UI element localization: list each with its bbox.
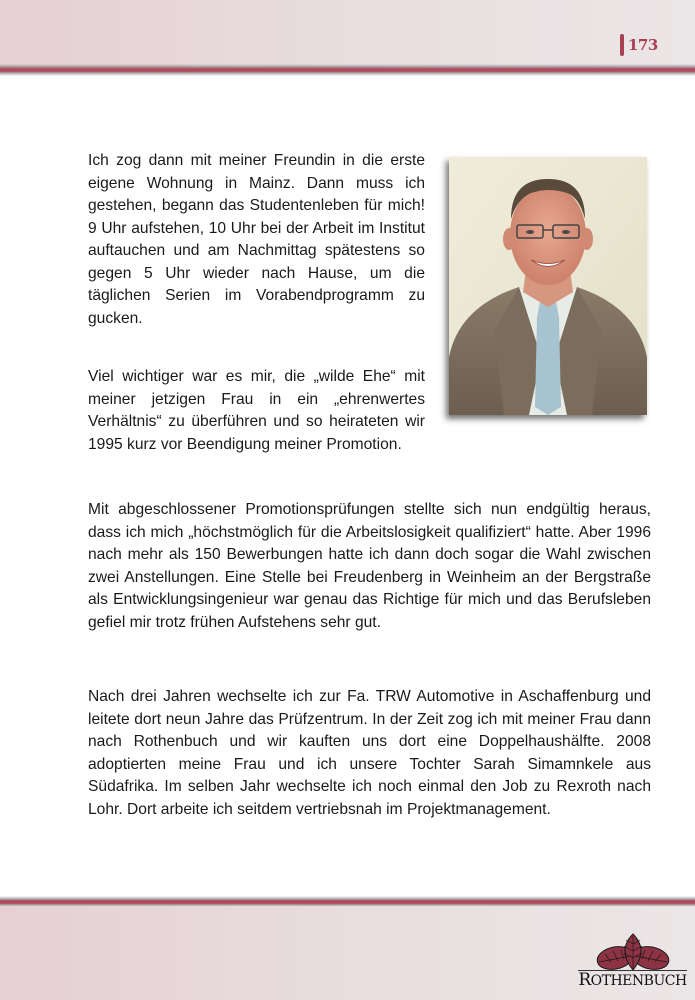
logo-text: ROTHENBUCH xyxy=(578,970,687,990)
paragraph-2: Viel wichtiger war es mir, die „wilde Ehe“ mit meiner jetzigen Frau in ein „ehrenwertes Verhältnis“ zu überführen und so heirateten wir 1995 kurz vor Beendigung meiner Promotion. xyxy=(88,368,425,453)
page-number-marker xyxy=(620,34,624,56)
page-number xyxy=(620,34,658,56)
paragraph-3: Mit abgeschlossener Promotionsprüfungen stellte sich nun endgültig heraus, dass ich mich „höchstmöglich für die Arbeitslosigkeit qualifiziert“ hatte. Aber 1996 nach mehr als 150 Bewerbungen hatte ich dann doch sogar die Wahl zwischen zwei Anstellungen. Eine Stelle bei Freudenberg in Weinheim an der Bergstraße als Entwicklungsingenieur war genau das Richtige für mich und das Berufsleben gefiel mir trotz frühen Aufstehens sehr gut. xyxy=(88,501,651,631)
header-rule xyxy=(0,64,695,76)
page-number-text: 173 xyxy=(628,36,658,54)
paragraph-4: Nach drei Jahren wechselte ich zur Fa. TRW Automotive in Aschaffenburg und leitete dort neun Jahre das Prüfzentrum. In der Zeit zog ich mit meiner Frau dann nach Rothenbuch und wir kauften uns dort eine Doppelhaushälfte. 2008 adoptierten meine Frau und ich unsere Tochter Sarah Simamnkele aus Südafrika. Im selben Jahr wechselte ich noch einmal den Job zu Rexroth nach Lohr. Dort arbeite ich seitdem vertriebsnah im Projektmanagement. xyxy=(88,688,651,818)
face xyxy=(510,185,586,285)
tie xyxy=(535,297,561,415)
portrait-illustration xyxy=(449,157,647,415)
paragraph-1: Ich zog dann mit meiner Freundin in die erste eigene Wohnung in Mainz. Dann muss ich gestehen, begann das Studentenleben für mich! 9 Uhr aufstehen, 10 Uhr bei der Arbeit im Institut auftauchen und am Nachmittag spätestens so gegen 5 Uhr wieder nach Hause, um die täglichen Serien im Vorabendprogramm zu gucken. xyxy=(88,152,425,327)
header-band xyxy=(0,0,695,70)
three-leaves-icon xyxy=(593,932,673,972)
rothenbuch-logo xyxy=(580,932,685,992)
portrait-photo xyxy=(449,157,647,415)
